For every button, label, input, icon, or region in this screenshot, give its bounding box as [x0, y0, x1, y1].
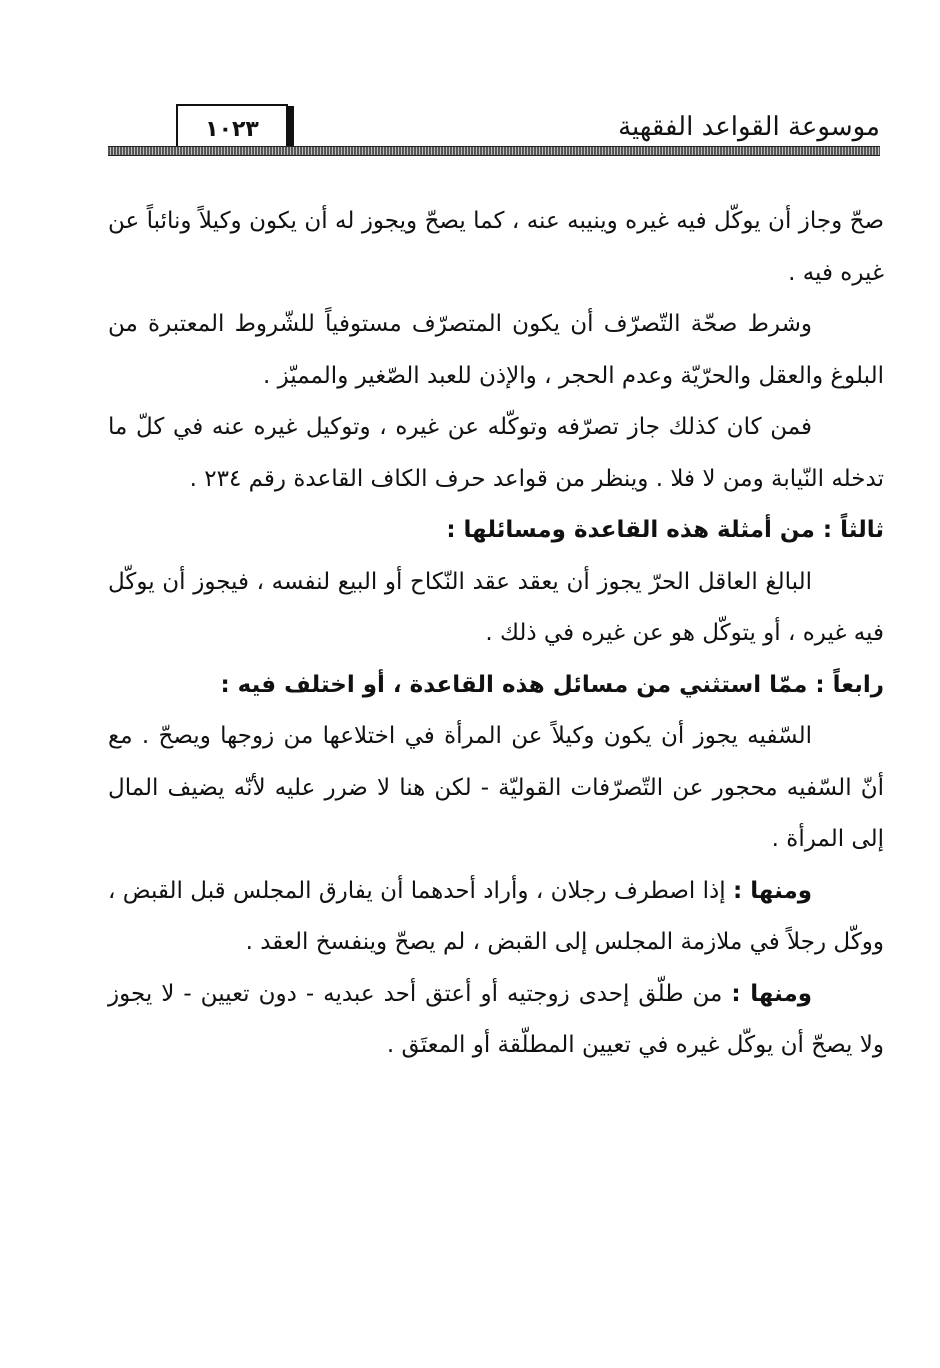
paragraph-4: البالغ العاقل الحرّ يجوز أن يعقد عقد النّكاح أو البيع لنفسه ، فيجوز أن يوكّل فيه غيره ، أو يتوكّل هو عن غيره في ذلك .: [108, 568, 884, 646]
section-heading-examples: ثالثاً : من أمثلة هذه القاعدة ومسائلها :: [446, 517, 884, 543]
section-heading-exceptions: رابعاً : ممّا استثني من مسائل هذه القاعدة ، أو اختلف فيه :: [220, 671, 884, 698]
paragraph-6-lead: ومنها :: [733, 877, 812, 904]
page-number: ١٠٢٣: [176, 104, 288, 154]
page-header: [108, 100, 880, 158]
paragraph-2: وشرط صحّة التّصرّف أن يكون المتصرّف مستوفياً للشّروط المعتبرة من البلوغ والعقل والحرّيّة وعدم الحجر ، والإذن للعبد الصّغير والمميّز .: [108, 311, 884, 389]
page-body: [108, 196, 884, 1072]
paragraph-1: صحّ وجاز أن يوكّل فيه غيره وينيبه عنه ، كما يصحّ ويجوز له أن يكون وكيلاً ونائباً عن غيره فيه .: [108, 208, 884, 286]
paragraph-6: [108, 866, 884, 969]
paragraph-7-text: من طلّق إحدى زوجتيه أو أعتق أحد عبديه - دون تعيين - لا يجوز ولا يصحّ أن يوكّل غيره في تعيين المطلّقة أو المعتَق .: [108, 980, 884, 1058]
paragraph-7: [108, 969, 884, 1072]
paragraph-6-text: إذا اصطرف رجلان ، وأراد أحدهما أن يفارق المجلس قبل القبض ، ووكّل رجلاً في ملازمة المجلس إلى القبض ، لم يصحّ وينفسخ العقد .: [108, 877, 884, 955]
book-title: موسوعة القواعد الفقهية: [618, 112, 880, 142]
paragraph-3: فمن كان كذلك جاز تصرّفه وتوكّله عن غيره ، وتوكيل غيره عنه في كلّ ما تدخله النّيابة ومن لا فلا . وينظر من قواعد حرف الكاف القاعدة رقم ٢٣٤ .: [108, 414, 884, 492]
header-rule: [108, 146, 880, 156]
paragraph-5: السّفيه يجوز أن يكون وكيلاً عن المرأة في اختلاعها من زوجها ويصحّ . مع أنّ السّفيه محجور عن التّصرّفات القوليّة - لكن هنا لا ضرر عليه لأنّه يضيف المال إلى المرأة .: [108, 723, 884, 852]
paragraph-7-lead: ومنها :: [731, 980, 812, 1007]
